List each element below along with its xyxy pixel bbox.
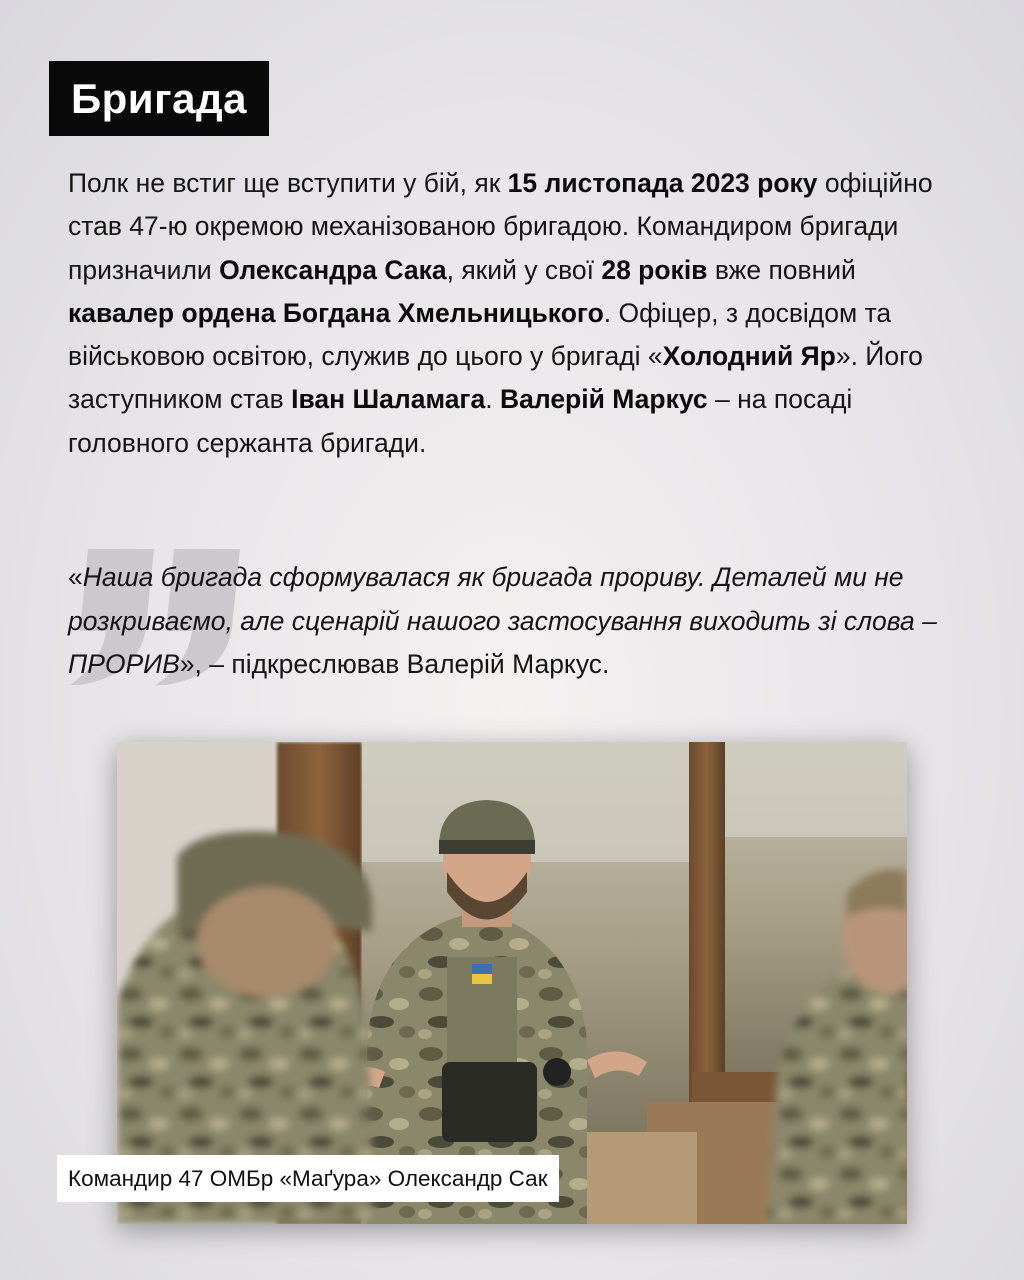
- photo-caption: Командир 47 ОМБр «Маґура» Олександр Сак: [57, 1155, 559, 1202]
- paragraph-bold-age: 28 років: [601, 254, 708, 285]
- paragraph-text: ». Його заступником став: [68, 341, 923, 415]
- photo-illustration: [117, 742, 907, 1224]
- paragraph-text: офіційно став 47-ю окремою механізованою бригадою. Командиром бригади призначили: [68, 168, 933, 285]
- quote-attribution: », – підкреслював Валерій Маркус.: [179, 649, 610, 679]
- paragraph-bold-brigade: Холодний Яр: [662, 341, 836, 372]
- paragraph-text: вже повний: [707, 254, 856, 285]
- section-title: Бригада: [49, 61, 269, 136]
- quote-open: «: [68, 562, 83, 592]
- paragraph-bold-sergeant: Валерій Маркус: [499, 384, 708, 415]
- paragraph-text: , який у свої: [446, 254, 602, 285]
- quote-block: [68, 556, 998, 687]
- paragraph-text: . Офіцер, з досвідом та військовою освітою, служив до цього у бригаді «: [68, 297, 892, 372]
- paragraph-text: .: [485, 384, 500, 415]
- paragraph-bold-commander: Олександра Сака: [219, 254, 447, 285]
- commander-photo: [117, 742, 907, 1224]
- paragraph-bold-order: кавалер ордена Богдана Хмельницького: [68, 297, 604, 328]
- paragraph-bold-date: 15 листопада 2023 року: [507, 168, 818, 198]
- body-paragraph: [68, 162, 968, 465]
- quote-italic-text: Наша бригада сформувалася як бригада прориву. Деталей ми не розкриваємо, але сценарій нашого застосування виходить зі слова – ПРОРИВ: [68, 562, 937, 679]
- paragraph-bold-deputy: Іван Шаламага: [291, 384, 486, 415]
- paragraph-text: – на посаді головного сержанта бригади.: [68, 384, 853, 458]
- paragraph-text: Полк не встиг ще вступити у бій, як: [68, 168, 508, 198]
